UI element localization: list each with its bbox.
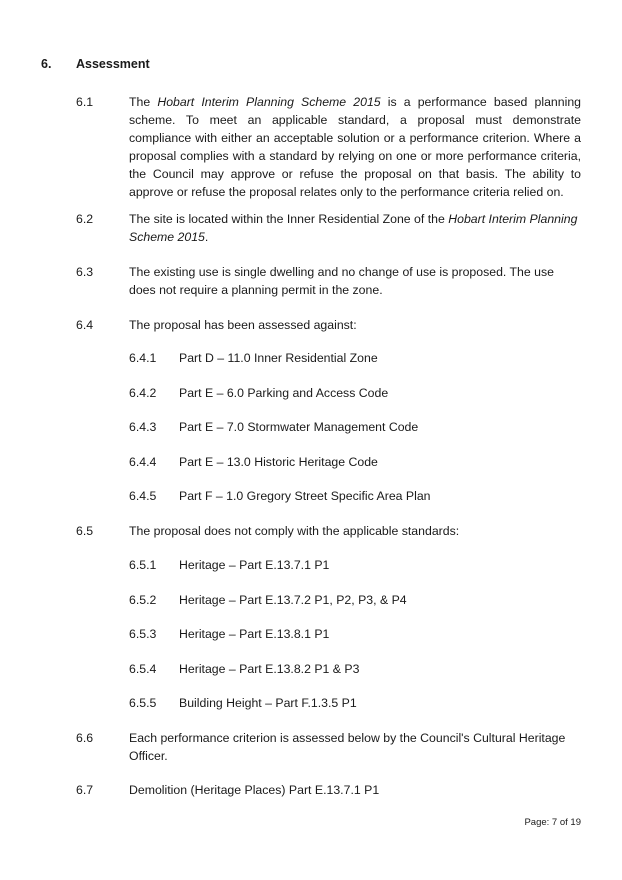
paragraph-number: 6.6 [76,731,94,745]
paragraph-text: The Hobart Interim Planning Scheme 2015 is a performance based planning scheme. To meet an applicable standard, a proposal must demonstrate compliance with either an acceptable solution or a performance criterion. Where a proposal complies with a standard by relying on one or more performance criteria, the Council may approve or refuse the proposal on that basis. The ability to approve or refuse the proposal relates only to the performance criteria relied on. [129,95,581,199]
list-item-text: Part E – 13.0 Historic Heritage Code [179,455,378,469]
paragraph-text: The proposal does not comply with the applicable standards: [129,524,460,538]
scheme-name: Hobart Interim Planning Scheme 2015 [129,212,578,244]
list-item-text: Part E – 6.0 Parking and Access Code [179,386,389,400]
list-item-number: 6.4.1 [129,351,157,365]
list-item-text: Heritage – Part E.13.7.1 P1 [179,558,330,572]
list-item-text: Building Height – Part F.1.3.5 P1 [179,696,357,710]
list-item-text: Heritage – Part E.13.7.2 P1, P2, P3, & P4 [179,593,407,607]
list-item-number: 6.4.5 [129,489,157,503]
paragraph-number: 6.1 [76,95,94,109]
list-item-text: Heritage – Part E.13.8.1 P1 [179,627,330,641]
paragraph-number: 6.4 [76,318,94,332]
section-number: 6. [41,57,52,71]
list-item-number: 6.5.4 [129,662,157,676]
paragraph-text: Demolition (Heritage Places) Part E.13.7.1 P1 [129,783,380,797]
page-number: Page: 7 of 19 [524,817,581,828]
paragraph-text: Each performance criterion is assessed below by the Council's Cultural Heritage Officer. [129,731,566,763]
scheme-name: Hobart Interim Planning Scheme 2015 [157,95,381,109]
list-item-number: 6.5.3 [129,627,157,641]
list-item-text: Part D – 11.0 Inner Residential Zone [179,351,378,365]
paragraph-text: The proposal has been assessed against: [129,318,357,332]
paragraph-number: 6.5 [76,524,94,538]
paragraph-text: The existing use is single dwelling and no change of use is proposed. The use does not require a planning permit in the zone. [129,265,554,297]
list-item-text: Part F – 1.0 Gregory Street Specific Area Plan [179,489,431,503]
list-item-text: Part E – 7.0 Stormwater Management Code [179,420,419,434]
paragraph-number: 6.2 [76,212,94,226]
list-item-number: 6.5.5 [129,696,157,710]
list-item-number: 6.4.3 [129,420,157,434]
list-item-number: 6.5.1 [129,558,157,572]
list-item-text: Heritage – Part E.13.8.2 P1 & P3 [179,662,360,676]
list-item-number: 6.4.2 [129,386,157,400]
paragraph-number: 6.7 [76,783,94,797]
list-item-number: 6.4.4 [129,455,157,469]
section-title: Assessment [76,57,150,71]
paragraph-text: The site is located within the Inner Residential Zone of the Hobart Interim Planning Scheme 2015. [129,212,578,244]
list-item-number: 6.5.2 [129,593,157,607]
paragraph-number: 6.3 [76,265,94,279]
